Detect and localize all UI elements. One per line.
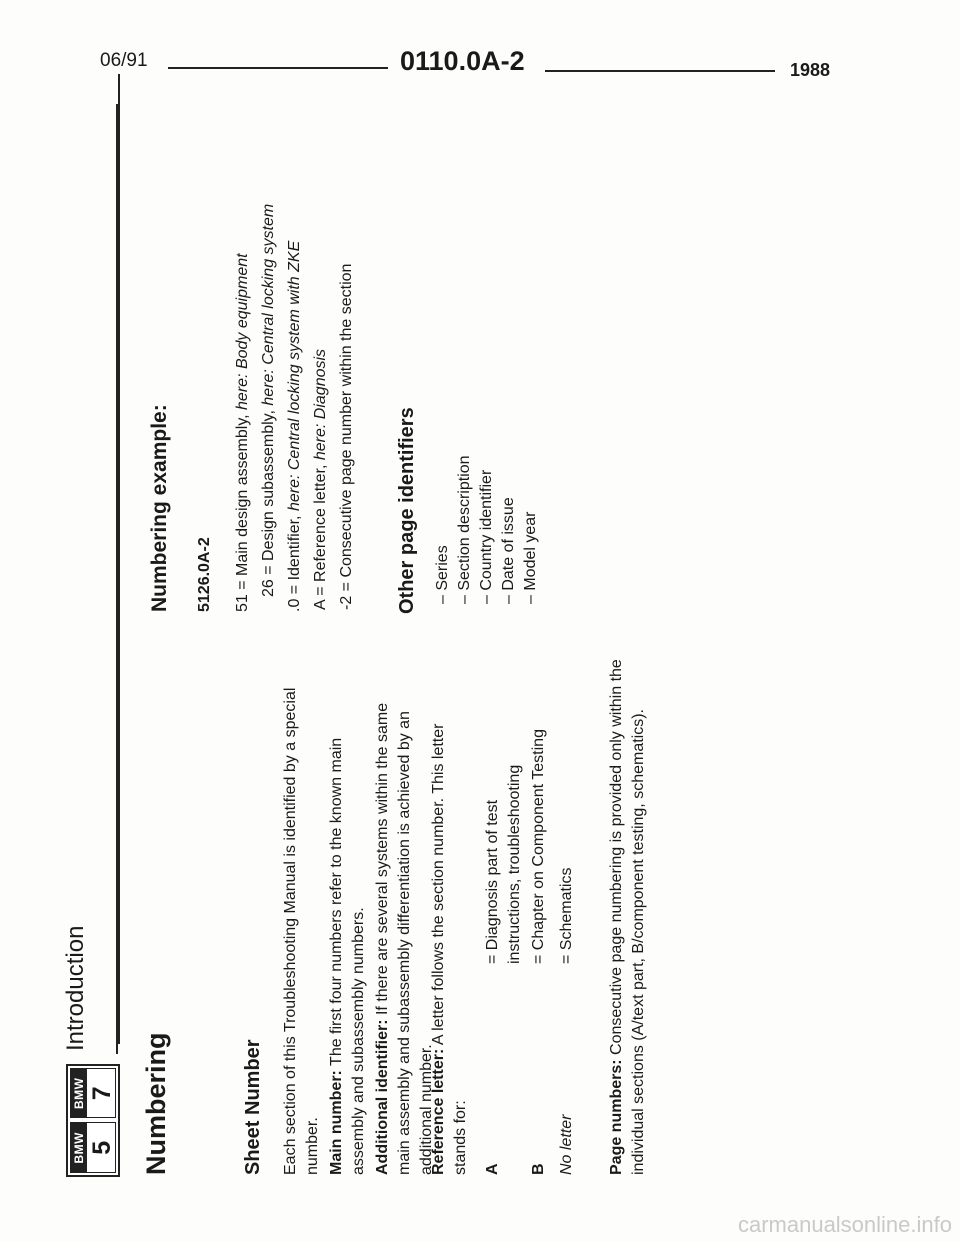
site-watermark: carmanualsonline.info bbox=[737, 1212, 952, 1237]
example-line-note: here: Central locking system with ZKE bbox=[286, 240, 303, 512]
logo-brand: BMW bbox=[71, 1069, 87, 1118]
letter-value-a: = Diagnosis part of test instructions, troubleshooting bbox=[484, 764, 523, 964]
page-numbers-paragraph bbox=[606, 615, 650, 1175]
example-code: 5126.0A-2 bbox=[196, 537, 213, 612]
main-number-label: Main number: bbox=[328, 1070, 345, 1175]
page-title: Numbering bbox=[141, 1032, 171, 1175]
letter-key-b: B bbox=[530, 1163, 547, 1175]
example-line-note: here: Central locking system bbox=[260, 203, 277, 406]
issue-date: 06/91 bbox=[100, 50, 148, 71]
letter-key-a: A bbox=[484, 1163, 501, 1175]
example-line-note: here: Diagnosis bbox=[312, 348, 329, 461]
logo-series: 5 bbox=[88, 1140, 116, 1155]
example-line-text: .0 = Identifier, bbox=[286, 511, 303, 612]
other-identifier-item: – Series bbox=[434, 545, 451, 604]
page-code: 0110.0A-2 bbox=[400, 46, 525, 76]
other-identifiers-heading: Other page identifiers bbox=[396, 407, 418, 614]
example-line bbox=[310, 349, 332, 610]
other-identifier-item: – Country identifier bbox=[478, 469, 495, 604]
logo-brand: BMW bbox=[71, 1124, 87, 1173]
example-line-note: here: Body equipment bbox=[234, 253, 251, 410]
example-line bbox=[232, 253, 254, 612]
other-identifier-item: – Section description bbox=[456, 455, 473, 604]
model-year: 1988 bbox=[790, 60, 831, 80]
numbering-example-heading: Numbering example: bbox=[148, 404, 171, 612]
main-number-text: The first four numbers refer to the known main assembly and subassembly numbers. bbox=[328, 737, 367, 1175]
example-line bbox=[258, 204, 280, 597]
additional-identifier-label: Additional identifier: bbox=[374, 1019, 391, 1175]
example-line-text: A = Reference letter, bbox=[312, 460, 329, 610]
logo-series: 7 bbox=[88, 1086, 116, 1101]
logo-cell-5 bbox=[70, 1123, 116, 1174]
page-numbers-label: Page numbers: bbox=[608, 1059, 625, 1175]
section-name: Introduction bbox=[62, 925, 89, 1051]
additional-identifier-text: If there are several systems within the same main assembly and subassembly differentiation is achieved by an additional number. bbox=[374, 702, 435, 1175]
example-line bbox=[336, 264, 358, 610]
sheet-number-heading: Sheet Number bbox=[242, 1039, 264, 1175]
bmw-series-logo bbox=[66, 1064, 120, 1177]
reference-letter-label: Reference letter: bbox=[430, 1048, 447, 1175]
reference-letter-text: A letter follows the section number. This letter stands for: bbox=[430, 723, 469, 1175]
example-line bbox=[284, 241, 306, 612]
section-rule bbox=[116, 104, 118, 1054]
logo-cell-7 bbox=[70, 1068, 116, 1119]
letter-value-none: = Schematics bbox=[558, 867, 575, 964]
example-line-text: -2 = Consecutive page number within the section bbox=[338, 263, 355, 610]
reference-letter-paragraph bbox=[428, 675, 472, 1175]
other-identifier-item: – Date of issue bbox=[500, 497, 517, 604]
main-number-paragraph bbox=[326, 675, 370, 1175]
example-line-text: 51 = Main design assembly, bbox=[234, 409, 251, 612]
sheet-number-intro: Each section of this Troubleshooting Manual is identified by a special number. bbox=[282, 687, 321, 1175]
other-identifier-item: – Model year bbox=[522, 511, 539, 604]
page-numbers-text: Consecutive page numbering is provided only within the individual sections (A/text part, B/component testing, schematics). bbox=[608, 659, 647, 1175]
letter-value-b: = Chapter on Component Testing bbox=[530, 729, 547, 964]
example-line-text: 26 = Design subassembly, bbox=[260, 405, 277, 597]
letter-key-none: No letter bbox=[558, 1114, 575, 1175]
